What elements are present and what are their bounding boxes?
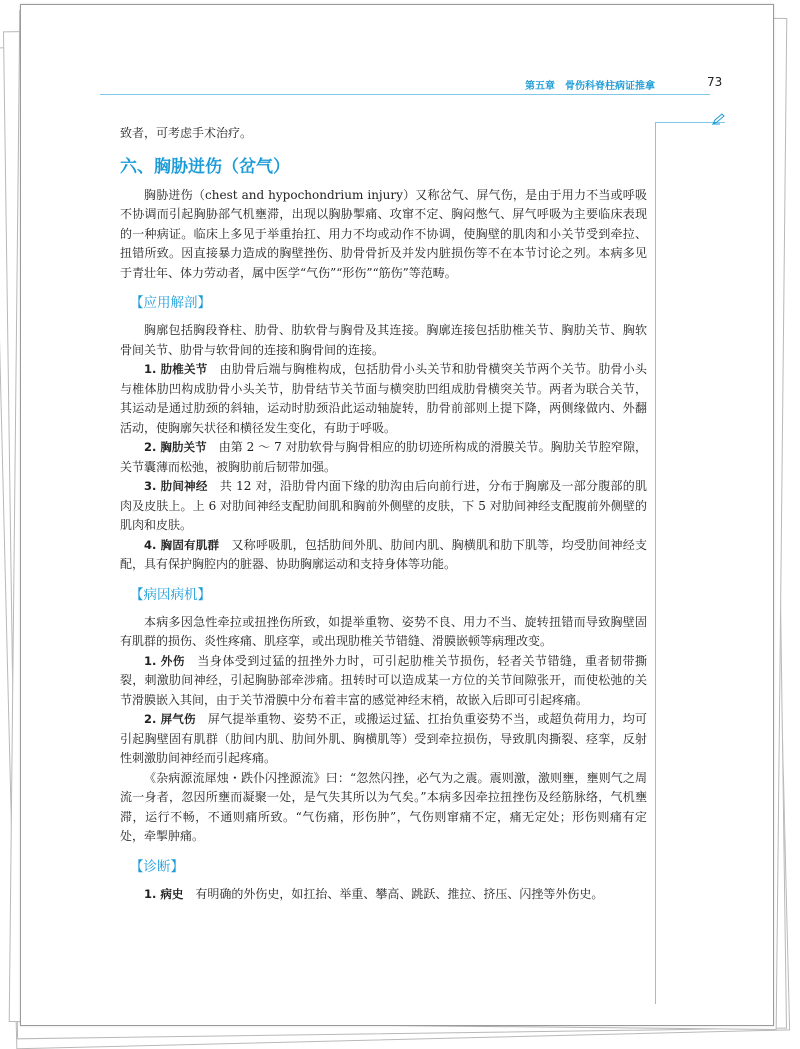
item-label: 1. 肋椎关节 <box>144 362 208 376</box>
page-number: 73 <box>707 75 723 89</box>
diagnosis-item <box>120 885 647 905</box>
etiology-intro: 本病多因急性牵拉或扭挫伤所致，如提举重物、姿势不良、用力不当、旋转扭错而导致胸壁固有肌群的损伤、炎性疼痛、肌痉挛，或出现肋椎关节错缝、滑膜嵌顿等病理改变。 <box>120 614 647 648</box>
etiology-item <box>120 652 647 711</box>
item-label: 4. 胸固有肌群 <box>144 537 220 552</box>
running-header: 第五章 骨伤科脊柱病证推拿 <box>525 81 655 92</box>
item-label: 1. 病史 <box>144 886 184 901</box>
anatomy-intro: 胸廓包括胸段脊柱、肋骨、肋软骨与胸骨及其连接。胸廓连接包括肋椎关节、胸肋关节、胸软骨间关节、肋骨与软骨间的连接和胸骨间的连接。 <box>120 323 647 357</box>
item-label: 3. 肋间神经 <box>144 479 208 493</box>
etiology-heading: 【病因病机】 <box>130 586 211 603</box>
anatomy-item <box>120 438 647 477</box>
etiology-item <box>120 710 647 769</box>
quote-paragraph: 《杂病源流犀烛・跌仆闪挫源流》曰：“忽然闪挫，必气为之震。震则激，激则壅，壅则气之周流一身者，忽因所壅而凝聚一处，是气失其所以为气矣。”本病多因牵拉扭挫伤及经筋脉络，气机壅滞，运行不畅，不通则痛所致。“气伤痛，形伤肿”，气伤则窜痛不定，痛无定处；形伤则痛有定处，牵掣肿痛。 <box>120 770 647 843</box>
section-title: 六、胸胁迸伤（岔气） <box>120 156 290 177</box>
intro-paragraph: 胸胁迸伤（chest and hypochondrium injury）又称岔气、屏气伤，是由于用力不当或呼吸不协调而引起胸胁部气机壅滞，出现以胸胁掣痛、攻窜不定、胸闷憋气、屏气呼吸为主要临床表现的一种病证。临床上多见于举重抬扛、用力不均或动作不协调，使胸壁的肌肉和小关节受到牵拉、扭错所致。因直接暴力造成的胸壁挫伤、肋骨骨折及并发内脏损伤等不在本节讨论之列。本病多见于青壮年、体力劳动者，属中医学“气伤”“形伤”“筋伤”等范畴。 <box>120 187 647 280</box>
pen-icon <box>712 113 726 125</box>
anatomy-item <box>120 477 647 536</box>
item-text: 由肋骨后端与胸椎构成，包括肋骨小头关节和肋骨横突关节两个关节。肋骨小头与椎体肋凹构成肋骨小头关节，肋骨结节关节面与横突肋凹组成肋骨横突关节。两者为联合关节，其运动是通过肋颈的斜轴，运动时肋颈沿此运动轴旋转，肋骨前部则上提下降，两侧缘做内、外翻活动，使胸廓矢状径和横径发生变化，有助于呼吸。 <box>120 362 647 435</box>
item-text: 由第 2 ～ 7 对肋软骨与胸骨相应的肋切迹所构成的滑膜关节。胸肋关节腔窄隙，关节囊薄而松弛，被胸肋前后韧带加强。 <box>120 440 647 474</box>
anatomy-item <box>120 360 647 438</box>
item-label: 2. 胸肋关节 <box>144 440 207 454</box>
item-label: 2. 屏气伤 <box>144 712 196 726</box>
item-text: 共 12 对，沿肋骨内面下缘的肋沟由后向前行进，分布于胸廓及一部分腹部的肌肉及皮肤上。上 6 对肋间神经支配肋间肌和胸前外侧壁的皮肤，下 5 对肋间神经支配腹前外侧壁的肌肉和皮肤。 <box>120 479 647 532</box>
anatomy-item <box>120 536 647 575</box>
diagnosis-heading: 【诊断】 <box>130 858 184 875</box>
lead-paragraph: 致者，可考虑手术治疗。 <box>120 126 253 140</box>
main-content <box>120 124 647 904</box>
item-label: 1. 外伤 <box>144 653 185 668</box>
item-text: 又称呼吸肌，包括肋间外肌、肋间内肌、胸横肌和肋下肌等，均受肋间神经支配，具有保护胸腔内的脏器、协助胸廓运动和支持身体等功能。 <box>120 537 647 571</box>
item-text: 当身体受到过猛的扭挫外力时，可引起肋椎关节损伤，轻者关节错缝，重者韧带撕裂，刺激肋间神经，引起胸胁部牵涉痛。扭转时可以造成某一方位的关节间隙张开，而使松弛的关节滑膜嵌入其间，由于关节滑膜中分布着丰富的感觉神经末梢，故嵌入后即可引起疼痛。 <box>120 653 647 707</box>
item-text: 有明确的外伤史，如扛抬、举重、攀高、跳跃、推拉、挤压、闪挫等外伤史。 <box>195 886 604 901</box>
header-rule <box>100 94 710 95</box>
item-text: 屏气提举重物、姿势不正，或搬运过猛、扛抬负重姿势不当，或超负荷用力，均可引起胸壁固有肌群（肋间内肌、肋间外肌、胸横肌等）受到牵拉损伤，导致肌肉撕裂、痉挛，反射性刺激肋间神经而引起疼痛。 <box>120 712 647 765</box>
margin-rule <box>655 122 656 1004</box>
anatomy-heading: 【应用解剖】 <box>130 295 211 311</box>
